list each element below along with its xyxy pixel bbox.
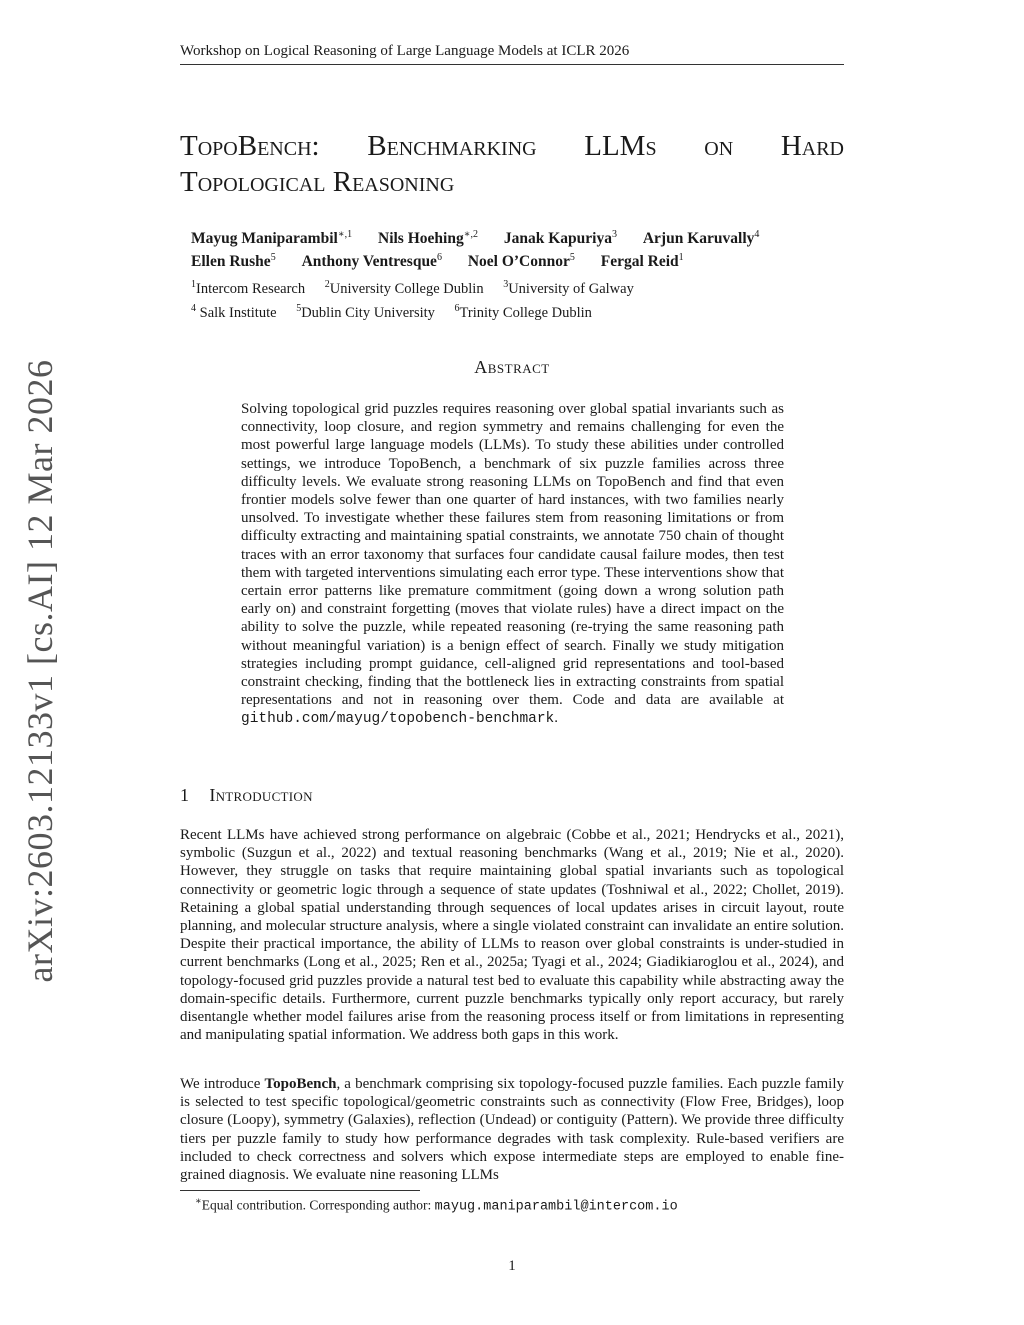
abstract-body: Solving topological grid puzzles requires reasoning over global spatial invariants such as connectivity, loop closure, and region symmetry and remains challenging for even the most powerful large language models (LLMs). To study these abilities under controlled settings, we introduce TopoBench, a benchmark of six puzzle families across three difficulty levels. We evaluate strong reasoning LLMs on TopoBench and find that even frontier models solve fewer than one quarter of hard instances, with two families nearly unsolved. To investigate whether these failures stem from reasoning limitations or from difficulty extracting and maintaining spatial constraints, we annotate 750 chain of thought traces with an error taxonomy that surfaces four candidate causal failure modes, then test them with targeted interventions simulating each error type. These interventions show that certain error patterns like premature commitment (going down a wrong solution path early on) and constraint forgetting (moves that violate rules) have a direct impact on the ability to solve the puzzle, while repeated reasoning (re-trying the same reasoning path without meaningful variation) is a benign effect of search. Finally we study mitigation strategies including prompt guidance, cell-aligned grid representations and tool-based constraint checking, finding that the bottleneck lies in extracting constraints from spatial representations and not in reasoning over them. Code and data are available at github.com/mayug/topobench-benchmark.: [241, 401, 784, 728]
affiliation: $^4$ Salk Institute: [191, 302, 277, 321]
author-list: [191, 225, 831, 271]
code-link[interactable]: github.com/mayug/topobench-benchmark: [241, 711, 555, 728]
author: Anthony Ventresque$^6$: [301, 252, 442, 271]
author: Mayug Maniparambil$^{∗,1}$: [191, 229, 353, 248]
affiliation: $^3$University of Galway: [503, 279, 634, 297]
author: Nils Hoehing$^{∗,2}$: [378, 229, 478, 248]
author: Arjun Karuvally$^4$: [642, 229, 760, 248]
author-email[interactable]: mayug.maniparambil@intercom.io: [434, 1199, 678, 1215]
affiliation-list: [191, 275, 831, 323]
arxiv-identifier: arXiv:2603.12133v1 [cs.AI] 12 Mar 2026: [20, 359, 60, 983]
affiliation: $^2$University College Dublin: [324, 279, 484, 297]
affiliation: $^6$Trinity College Dublin: [454, 302, 592, 321]
paper-title-line-1: TopoBench: Benchmarking LLMs on Hard: [180, 130, 844, 162]
intro-paragraph-2: We introduce TopoBench, a benchmark comprising six topology-focused puzzle families. Each puzzle family is selected to test specific topological/geometric constraints such as connectivity (Flow Free, Bridges), loop closure (Loopy), symmetry (Galaxies), reflection (Undead) or contiguity (Pattern). We provide three difficulty tiers per puzzle family to study how performance degrades with task complexity. Rule-based verifiers are included to check correctness and solvers which expose intermediate steps are employed to enable fine-grained diagnosis. We evaluate nine reasoning LLMs: [180, 1076, 844, 1184]
running-header: Workshop on Logical Reasoning of Large Language Models at ICLR 2026: [180, 43, 844, 65]
intro-paragraph-1: Recent LLMs have achieved strong performance on algebraic (Cobbe et al., 2021; Hendrycks et al., 2021), symbolic (Suzgun et al., 2022) and textual reasoning benchmarks (Wang et al., 2019; Nie et al., 2020). However, they struggle on tasks that require maintaining global spatial invariants such as topological connectivity or geometric logic through a sequence of state updates (Toshniwal et al., 2022; Chollet, 2019). Retaining a global spatial understanding through sequences of local updates arises in circuit layout, route planning, and molecular structure analysis, where a single violated constraint can invalidate an entire solution. Despite their practical importance, the ability of LLMs to reason over global constraints is under-studied in current benchmarks (Long et al., 2025; Ren et al., 2025a; Tyagi et al., 2024; Giadikiaroglou et al., 2024), and topology-focused grid puzzles provide a natural test bed to evaluate this capability while abstracting away the domain-specific details. Furthermore, current puzzle benchmarks typically only report accuracy, but rarely disentangle whether model failures arise from the reasoning process itself or from limitations in representing and manipulating spatial information. We address both gaps in this work.: [180, 827, 844, 1044]
paper-title-line-2: Topological Reasoning: [180, 166, 455, 198]
section-heading-introduction: 1 Introduction: [180, 785, 313, 805]
affiliation: $^1$Intercom Research: [191, 279, 306, 297]
footnote-rule: [180, 1190, 420, 1191]
author: Ellen Rushe$^5$: [191, 252, 276, 271]
abstract-heading: Abstract: [474, 357, 550, 377]
author: Noel O’Connor$^5$: [467, 252, 575, 271]
author: Fergal Reid$^1$: [600, 252, 684, 271]
footnote: ∗Equal contribution. Corresponding author: mayug.maniparambil@intercom.io: [195, 1196, 678, 1215]
affiliation: $^5$Dublin City University: [296, 302, 435, 321]
page-number: 1: [508, 1258, 516, 1274]
author: Janak Kapuriya$^3$: [503, 229, 617, 248]
